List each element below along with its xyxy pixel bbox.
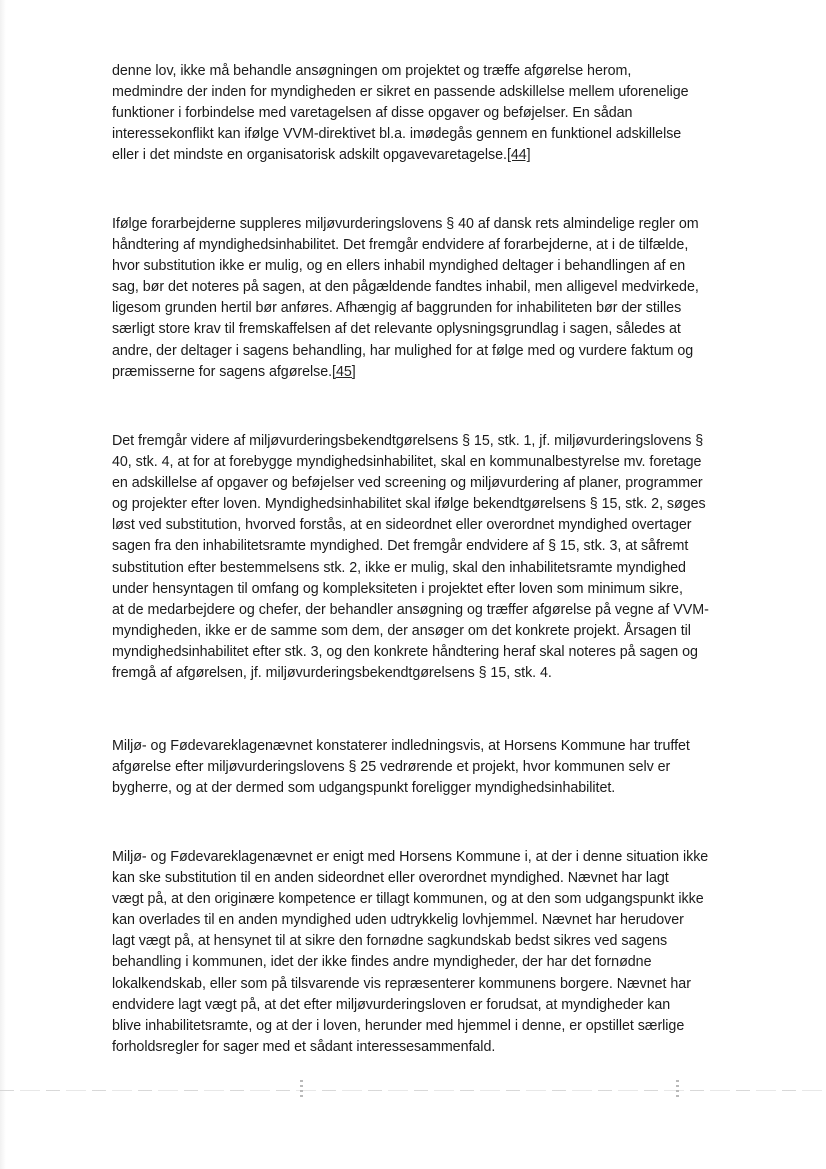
footnote-link-44[interactable]: [44] bbox=[506, 147, 531, 164]
text-line: endvidere lagt vægt på, at det efter miljøvurderingsloven er forudsat, at myndigheder kan bbox=[112, 996, 671, 1013]
text-line: løst ved substitution, hvorved forstås, at en sideordnet eller overordnet myndighed overtager bbox=[112, 517, 692, 534]
text-line: fremgå af afgørelsen, jf. miljøvurderingsbekendtgørelsens § 15, stk. 4. bbox=[112, 665, 552, 682]
text-line: blive inhabilitetsramte, og at der i loven, herunder med hjemmel i denne, er opstillet særlige bbox=[112, 1017, 685, 1034]
text-line: funktioner i forbindelse med varetagelsen af disse opgaver og beføjelser. En sådan bbox=[112, 105, 633, 122]
text-line: kan ske substitution til en anden sideordnet eller overordnet myndighed. Nævnet har lagt bbox=[112, 870, 669, 887]
text-line: at de medarbejdere og chefer, der behandler ansøgning og træffer afgørelse på vegne af VVM- bbox=[112, 601, 709, 618]
paragraph-2 bbox=[112, 214, 732, 383]
text-line: lokalkendskab, eller som på tilsvarende vis repræsenterer kommunens borgere. Nævnet har bbox=[112, 975, 691, 992]
text-line: særligt store krav til fremskaffelsen af det relevante oplysningsgrundlag i sagen, således at bbox=[112, 321, 681, 338]
text-line: 40, stk. 4, at for at forebygge myndighedsinhabilitet, skal en kommunalbestyrelse mv. foretage bbox=[112, 454, 702, 471]
text-line: behandling i kommunen, idet der ikke findes andre myndigheder, der har det fornødne bbox=[112, 954, 652, 971]
text-line: interessekonflikt kan ifølge VVM-direktivet bl.a. imødegås gennem en funktionel adskillelse bbox=[112, 126, 682, 143]
text-line-with-footnote bbox=[112, 145, 732, 166]
text-line: denne lov, ikke må behandle ansøgningen om projektet og træffe afgørelse herom, bbox=[112, 63, 632, 79]
text-line-with-footnote bbox=[112, 362, 732, 383]
text-line: håndtering af myndighedsinhabilitet. Det fremgår endvidere af forarbejderne, at i de tilfælde, bbox=[112, 237, 689, 254]
text-line: vægt på, at den originære kompetence er tillagt kommunen, og at den som udgangspunkt ikke bbox=[112, 891, 704, 908]
text-line: Miljø- og Fødevareklagenævnet konstaterer indledningsvis, at Horsens Kommune har truffet bbox=[112, 738, 690, 754]
text-line: forholdsregler for sager med et sådant interessesammenfald. bbox=[112, 1038, 496, 1055]
text-line: sag, bør det noteres på sagen, at den pågældende fandtes inhabil, men alligevel medvirkede, bbox=[112, 279, 699, 296]
text-line: hvor substitution ikke er mulig, og en ellers inhabil myndighed deltager i behandlingen af en bbox=[112, 258, 686, 275]
text-line: præmisserne for sagens afgørelse. bbox=[112, 363, 333, 380]
scan-artifact-mark bbox=[300, 1080, 303, 1098]
text-line: myndighedsinhabilitet efter stk. 3, og den konkrete håndtering heraf skal noteres på sagen og bbox=[112, 643, 698, 660]
text-line: sagen fra den inhabilitetsramte myndighed. Det fremgår endvidere af § 15, stk. 3, at såfremt bbox=[112, 538, 689, 555]
text-line: Miljø- og Fødevareklagenævnet er enigt med Horsens Kommune i, at der i denne situation ikke bbox=[112, 849, 709, 865]
text-line: ligesom grunden hertil bør anføres. Afhængig af baggrunden for inhabiliteten bør der stilles bbox=[112, 300, 682, 317]
text-line: Det fremgår videre af miljøvurderingsbekendtgørelsens § 15, stk. 1, jf. miljøvurderingslovens § bbox=[112, 433, 704, 449]
paragraph-4 bbox=[112, 736, 732, 799]
paragraph-1 bbox=[112, 61, 732, 166]
scan-edge-shadow bbox=[0, 0, 6, 1169]
paragraph-5 bbox=[112, 847, 732, 1058]
text-line: myndigheden, ikke er de samme som dem, der ansøger om det konkrete projekt. Årsagen til bbox=[112, 622, 691, 639]
text-line: afgørelse efter miljøvurderingslovens § 25 vedrørende et projekt, hvor kommunen selv er bbox=[112, 759, 671, 776]
text-line: andre, der deltager i sagens behandling, har mulighed for at følge med og vurdere faktum og bbox=[112, 342, 694, 359]
text-line: Ifølge forarbejderne suppleres miljøvurderingslovens § 40 af dansk rets almindelige regler om bbox=[112, 216, 699, 232]
paragraph-3 bbox=[112, 431, 732, 684]
text-line: og projekter efter loven. Myndighedsinhabilitet skal ifølge bekendtgørelsens § 15, stk. 2, søges bbox=[112, 496, 706, 513]
scan-divider-line bbox=[0, 1090, 826, 1091]
text-line: medmindre der inden for myndigheden er sikret en passende adskillelse mellem uforenelige bbox=[112, 84, 689, 101]
text-line: eller i det mindste en organisatorisk adskilt opgavevaretagelse. bbox=[112, 147, 507, 164]
text-line: kan overlades til en anden myndighed uden udtrykkelig lovhjemmel. Nævnet har herudover bbox=[112, 912, 684, 929]
footnote-link-45[interactable]: [45] bbox=[332, 363, 356, 380]
text-line: bygherre, og at der dermed som udgangspunkt foreligger myndighedsinhabilitet. bbox=[112, 780, 616, 797]
text-line: under hensyntagen til omfang og kompleksiteten i projektet efter loven som minimum sikre, bbox=[112, 580, 683, 597]
text-line: substitution efter bestemmelsens stk. 2, ikke er mulig, skal den inhabilitetsramte myndighed bbox=[112, 559, 686, 576]
text-line: en adskillelse af opgaver og beføjelser ved screening og miljøvurdering af planer, programmer bbox=[112, 475, 703, 492]
text-line: lagt vægt på, at hensynet til at sikre den fornødne sagkundskab bedst sikres ved sagens bbox=[112, 933, 668, 950]
scan-artifact-mark bbox=[676, 1080, 679, 1098]
